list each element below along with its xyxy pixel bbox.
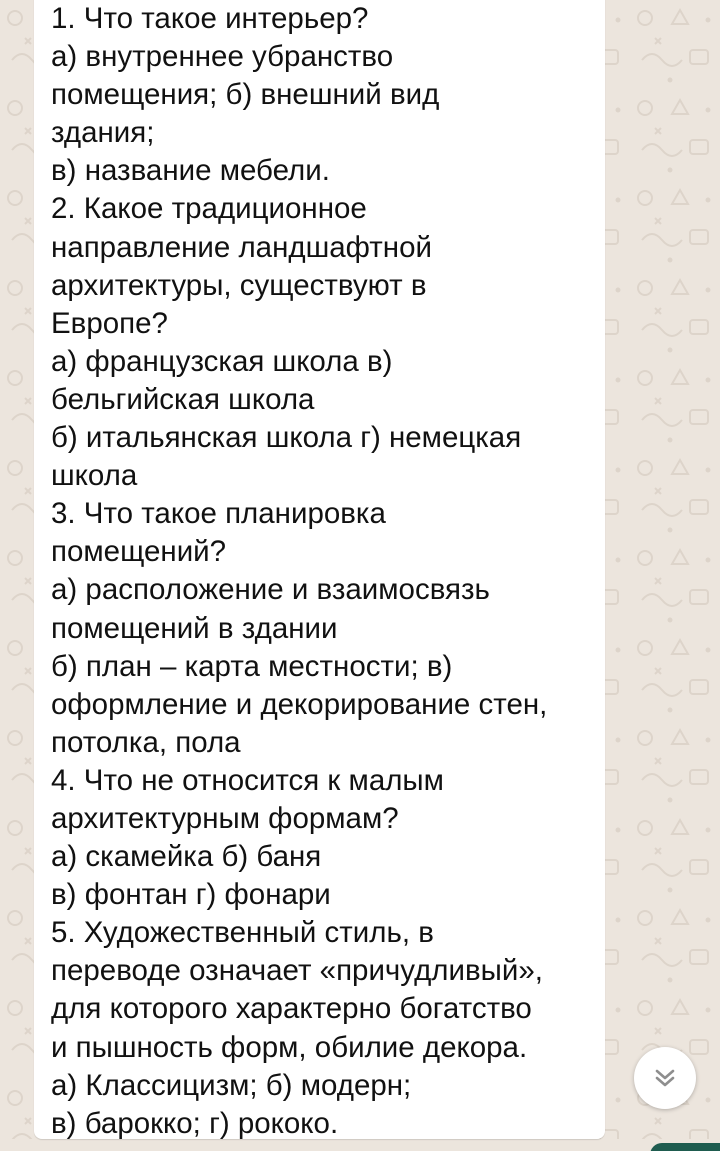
message-line: здания; [51, 116, 155, 150]
message-line: и пышность форм, обилие декора. [51, 1030, 528, 1064]
message-line: а) скамейка б) баня [51, 840, 322, 874]
message-line: архитектурным формам? [51, 801, 399, 835]
message-line: помещений в здании [51, 611, 338, 645]
message-line: для которого характерно богатство [51, 992, 532, 1026]
message-line: школа [51, 459, 138, 493]
scroll-to-bottom-button[interactable] [634, 1047, 696, 1109]
message-line: а) внутреннее убранство [51, 40, 394, 74]
message-line: 3. Что такое планировка [51, 497, 386, 531]
message-line: в) барокко; г) рококо. [51, 1106, 339, 1140]
message-line: потолка, пола [51, 725, 241, 759]
message-text [51, 0, 593, 1143]
message-line: в) фонтан г) фонари [51, 878, 331, 912]
message-line: направление ландшафтной [51, 230, 432, 264]
message-line: оформление и декорирование стен, [51, 687, 548, 721]
message-line: 4. Что не относится к малым [51, 763, 444, 797]
message-line: Европе? [51, 306, 168, 340]
message-line: 5. Художественный стиль, в [51, 916, 434, 950]
message-line: б) итальянская школа г) немецкая [51, 421, 522, 455]
message-line: а) расположение и взаимосвязь [51, 573, 490, 607]
message-line: б) план – карта местности; в) [51, 649, 453, 683]
message-bubble[interactable] [34, 0, 605, 1139]
message-line: а) Классицизм; б) модерн; [51, 1068, 412, 1102]
message-line: переводе означает «причудливый», [51, 954, 543, 988]
message-line: в) название мебели. [51, 154, 330, 188]
message-line: архитектуры, существуют в [51, 268, 427, 302]
message-line: 2. Какое традиционное [51, 192, 367, 226]
message-line: помещения; б) внешний вид [51, 78, 440, 112]
message-line: помещений? [51, 535, 227, 569]
bottom-action-pill[interactable] [650, 1143, 720, 1151]
message-line: а) французская школа в) [51, 344, 393, 378]
message-line: 1. Что такое интерьер? [51, 2, 369, 35]
message-line: бельгийская школа [51, 382, 315, 416]
double-chevron-down-icon [652, 1065, 678, 1091]
